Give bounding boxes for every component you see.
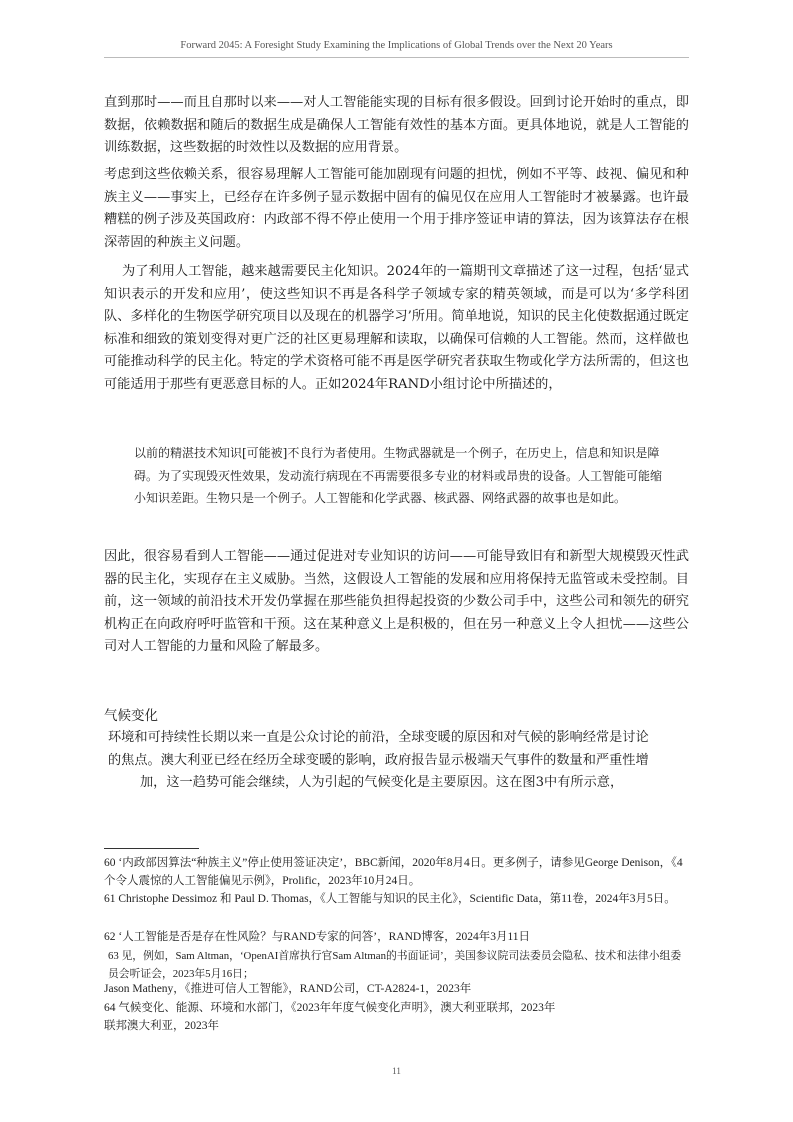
section-heading-climate: 气候变化 (104, 708, 158, 724)
page-number: 11 (392, 1066, 401, 1076)
running-header: Forward 2045: A Foresight Study Examining the Implications of Global Trends over the Next 20 Years (180, 40, 613, 51)
footnote-rule (104, 848, 199, 849)
climate-line-1: 环境和可持续性长期以来一直是公众讨论的前沿，全球变暖的原因和对气候的影响经常是讨论 (108, 730, 649, 745)
footnote-63-continued: Jason Matheny，《推进可信人工智能》，RAND公司，CT-A2824-1，2023年 (104, 983, 472, 995)
footnote-64: 64 气候变化、能源、环境和水部门，《2023年年度气候变化声明》，澳大利亚联邦，2023年 (104, 1002, 556, 1014)
paragraph-democratization: 为了利用人工智能，越来越需要民主化知识。2024年的一篇期刊文章描述了这一过程，包括‘显式知识表示的开发和应用’，使这些知识不再是各科学子领域专家的精英领域，而是可以为‘多学科团队、多样化的生物医学研究项目以及现在的机器学习’所用。简单地说，知识的民主化使数据通过既定标准和细致的策划变得对更广泛的社区更易理解和读取，以确保可信赖的人工智能。然而，这样做也可能推动科学的民主化。特定的学术资格可能不再是医学研究者获取生物或化学方法所需的，但这也可能适用于那些有更恶意目标的人。正如2024年RAND小组讨论中所描述的， (104, 264, 689, 392)
block-quote: 以前的精湛技术知识[可能被]不良行为者使用。生物武器就是一个例子，在历史上，信息和知识是障碍。为了实现毁灭性效果，发动流行病现在不再需要很多专业的材料或昂贵的设备。人工智能可能缩小知识差距。生物只是一个例子。人工智能和化学武器、核武器、网络武器的故事也是如此。 (134, 446, 663, 505)
paragraph-climate (104, 727, 689, 795)
header-rule (104, 57, 689, 58)
footnote-62: 62 ‘人工智能是否是存在性风险？与RAND专家的问答’，RAND博客，2024年3月11日 (104, 931, 531, 943)
footnote-61: 61 Christophe Dessimoz 和 Paul D. Thomas，《人工智能与知识的民主化》，Scientific Data，第11卷，2024年3月5日。 (104, 893, 676, 905)
climate-line-3: 加，这一趋势可能会继续，人为引起的气候变化是主要原因。这在图3中有所示意， (140, 775, 624, 790)
climate-line-2: 的焦点。澳大利亚已经在经历全球变暖的影响，政府报告显示极端天气事件的数量和严重性增 (108, 752, 649, 768)
paragraph-ai-assumptions: 直到那时——而且自那时以来——对人工智能能实现的目标有很多假设。回到讨论开始时的重点，即数据，依赖数据和随后的数据生成是确保人工智能有效性的基本方面。更具体地说，就是人工智能的训练数据，这些数据的时效性以及数据的应用背景。 (104, 95, 689, 155)
paragraph-wmd: 因此，很容易看到人工智能——通过促进对专业知识的访问——可能导致旧有和新型大规模毁灭性武器的民主化，实现存在主义威胁。当然，这假设人工智能的发展和应用将保持无监管或未受控制。目前，这一领域的前沿技术开发仍掌握在那些能负担得起投资的少数公司手中，这些公司和领先的研究机构正在向政府呼吁监管和干预。这在某种意义上是积极的，但在另一种意义上令人担忧——这些公司对人工智能的力量和风险了解最多。 (104, 549, 689, 654)
footnote-60: 60 ‘内政部因算法“种族主义”停止使用签证决定’，BBC新闻，2020年8月4日。更多例子，请参见George Denison，《4个令人震惊的人工智能偏见示例》，Prolific，2023年10月24日。 (104, 857, 683, 887)
paragraph-bias: 考虑到这些依赖关系，很容易理解人工智能可能加剧现有问题的担忧，例如不平等、歧视、偏见和种族主义——事实上，已经存在许多例子显示数据中固有的偏见仅在应用人工智能时才被暴露。也许最糟糕的例子涉及英国政府：内政部不得不停止使用一个用于排序签证申请的算法，因为该算法存在根深蒂固的种族主义问题。 (104, 167, 689, 250)
footnote-63: 63 见，例如，Sam Altman，‘OpenAI首席执行官Sam Altman的书面证词’，美国参议院司法委员会隐私、技术和法律小组委员会听证会，2023年5月16日； (108, 950, 682, 980)
footnote-64-continued: 联邦澳大利亚，2023年 (104, 1020, 219, 1032)
